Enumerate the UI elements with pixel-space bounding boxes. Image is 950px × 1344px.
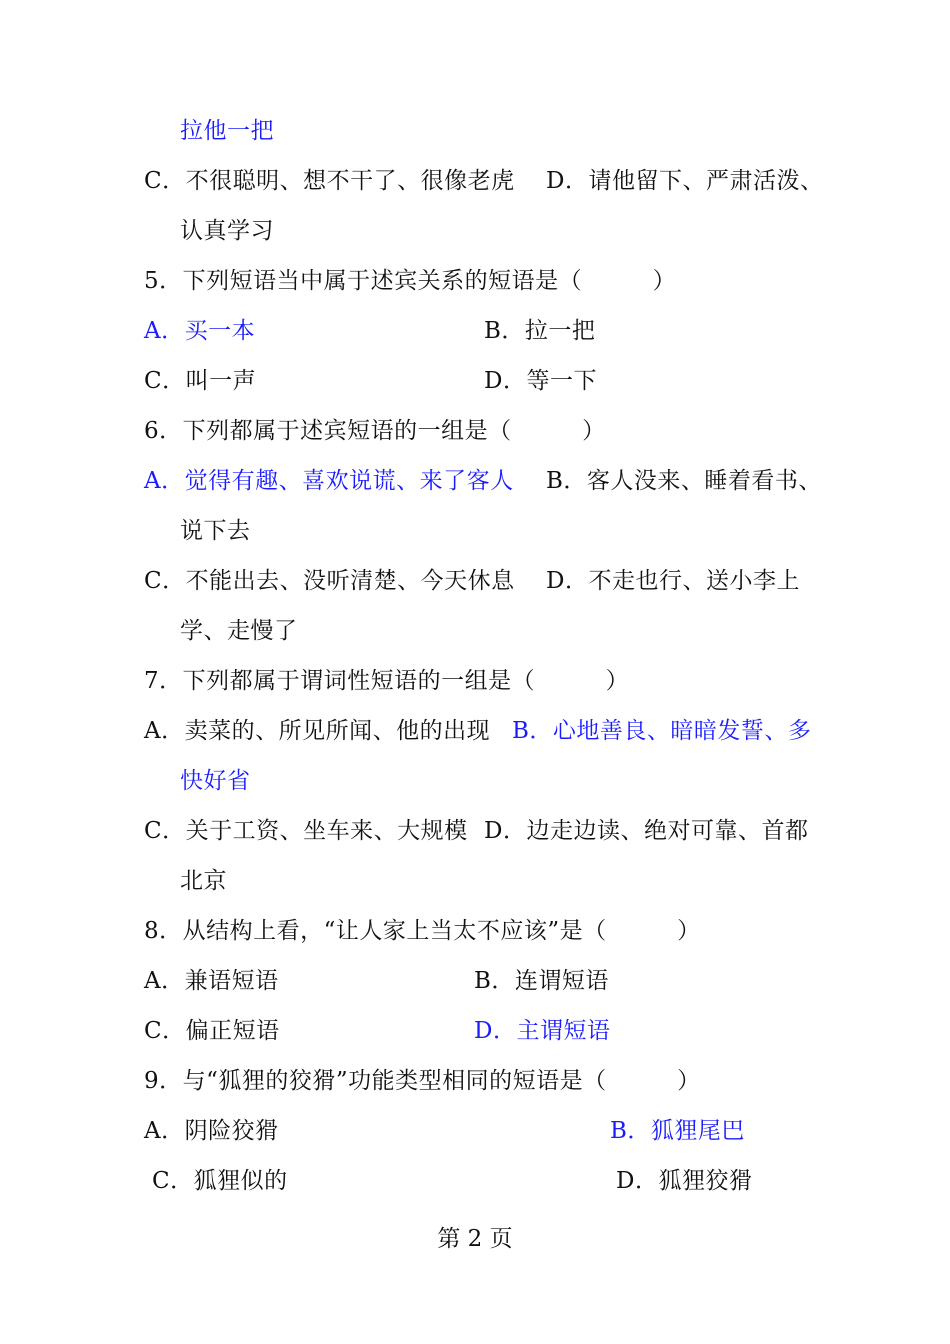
q7-option-a: A．卖菜的、所见所闻、他的出现 — [144, 718, 491, 744]
q6-option-c: C．不能出去、没听清楚、今天休息 — [144, 568, 515, 594]
q7-option-c: C．关于工资、坐车来、大规模 — [144, 818, 468, 844]
q8-option-c: C．偏正短语 — [144, 1018, 280, 1044]
q7-option-b: B．心地善良、暗暗发誓、多 — [512, 718, 812, 744]
q9-option-d: D．狐狸狡猾 — [616, 1168, 753, 1194]
q7-option-d-wrap: 北京 — [180, 868, 227, 894]
q4-option-b-wrap: 拉他一把 — [180, 118, 274, 144]
q9-option-b: B．狐狸尾巴 — [610, 1118, 745, 1144]
q5-stem: 5．下列短语当中属于述宾关系的短语是（ ） — [144, 268, 677, 294]
q7-option-b-wrap: 快好省 — [180, 768, 251, 794]
q5-option-d: D．等一下 — [484, 368, 597, 394]
q6-option-a: A．觉得有趣、喜欢说谎、来了客人 — [144, 468, 514, 494]
q4-option-d: D．请他留下、严肃活泼、 — [546, 168, 824, 194]
q4-option-c: C．不很聪明、想不干了、很像老虎 — [144, 168, 515, 194]
q7-stem: 7．下列都属于谓词性短语的一组是（ ） — [144, 668, 630, 694]
q6-option-d-wrap: 学、走慢了 — [180, 618, 298, 644]
q8-option-d: D．主谓短语 — [474, 1018, 611, 1044]
q5-option-b: B．拉一把 — [484, 318, 596, 344]
q6-stem: 6．下列都属于述宾短语的一组是（ ） — [144, 418, 606, 444]
q6-option-b: B．客人没来、睡着看书、 — [546, 468, 822, 494]
q8-stem: 8．从结构上看，“让人家上当太不应该”是（ ） — [144, 918, 701, 944]
q8-option-a: A．兼语短语 — [144, 968, 279, 994]
q7-option-d: D．边走边读、绝对可靠、首都 — [484, 818, 809, 844]
q9-stem: 9．与“狐狸的狡猾”功能类型相同的短语是（ ） — [144, 1068, 701, 1094]
q8-option-b: B．连谓短语 — [474, 968, 609, 994]
q6-option-d: D．不走也行、送小李上 — [546, 568, 800, 594]
q9-option-a: A．阴险狡猾 — [144, 1118, 279, 1144]
q4-option-d-wrap: 认真学习 — [180, 218, 274, 244]
page-number: 第 2 页 — [437, 1226, 513, 1252]
q5-option-c: C．叫一声 — [144, 368, 257, 394]
q5-option-a: A．买一本 — [144, 318, 256, 344]
q6-option-b-wrap: 说下去 — [180, 518, 251, 544]
q9-option-c: C．狐狸似的 — [152, 1168, 288, 1194]
